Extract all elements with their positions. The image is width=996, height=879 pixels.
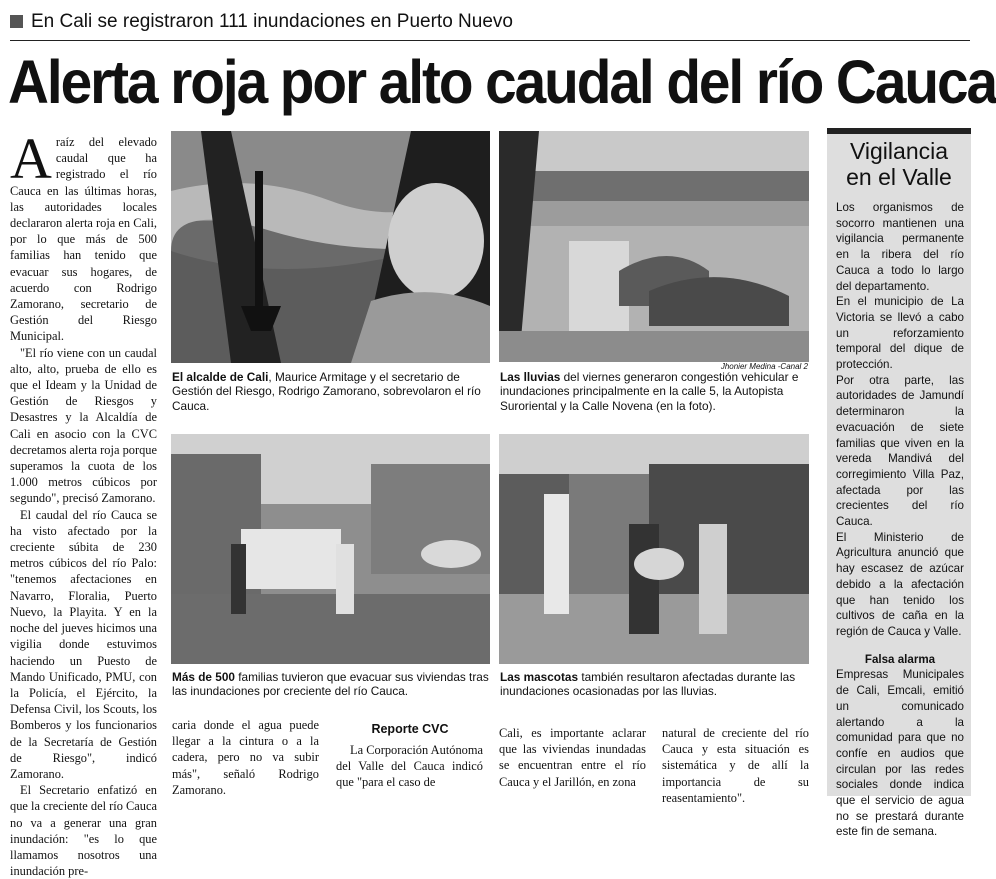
kicker-text: En Cali se registraron 111 inundaciones en Puerto Nuevo	[31, 11, 513, 32]
kicker-square-icon	[10, 15, 23, 28]
caption-text: también resultaron afectadas durante las inundaciones ocasionadas por las lluvias.	[500, 670, 796, 699]
sidebar-paragraph: Empresas Municipales de Cali, Emcali, emitió un comunicado alertando a la comunidad para que no confíe en audios que circulan por las redes sociales donde indica que el servicio de agua no se prestará durante este fin de semana.	[836, 668, 964, 839]
subhead-reporte-cvc: Reporte CVC	[371, 722, 449, 736]
sidebar-paragraph: En el municipio de La Victoria se llevó a cabo un reforzamiento temporal del dique de protección.	[836, 295, 964, 372]
sidebar-title	[827, 138, 971, 190]
caption-photo-4	[500, 670, 808, 699]
caption-text: del viernes generaron congestión vehicular e inundaciones principalmente en la calle 5, la Autopista Suroriental y la Calle Novena (en la foto).	[500, 370, 799, 413]
article-column-2: caria donde el agua puede llegar a la cintura o a la cadera, pero no va subir más", señaló Rodrigo Zamorano.	[172, 718, 319, 797]
photo-helicopter-flyover	[171, 131, 490, 363]
sidebar-body	[836, 200, 964, 840]
article-paragraph: El caudal del río Cauca se ha visto afectado por la creciente súbita de 230 metros cúbicos del río Palo: "tenemos afectaciones en Navarro, Floralia, Puerto Nuevo, la Playita. Y en la noche del jueves hicimos una vigilia donde estuvimos haciendo un Puesto de Mando Unificado, PMU, con la Policía, el Ejército, la Defensa Civil, los Scouts, los Bomberos y los funcionarios de la Secretaría de Gestión de Riesgo", indicó Zamorano.	[10, 507, 157, 781]
caption-text: familias tuvieron que evacuar sus viviendas tras las inundaciones por creciente del río Cauca.	[172, 670, 489, 699]
kicker-rule	[10, 40, 970, 41]
article-paragraph: "El río viene con un caudal alto, alto, prueba de ello es que el Ideam y la Unidad de Gestión de Riesgos y Desastres y la Alcaldía de Cali en asocio con la CVC decretamos alerta roja porque superamos la cuota de los 1.000 metros cúbicos por segundo", precisó Zamorano.	[10, 345, 157, 506]
photo-families-evacuating	[171, 434, 490, 664]
sidebar-paragraph: Los organismos de socorro mantienen una vigilancia permanente en la ribera del río Cauca a todo lo largo del departamento.	[836, 201, 964, 293]
article-column-5: natural de creciente del río Cauca y esta situación es sistemática y de allí la importancia de su reasentamiento".	[662, 726, 809, 805]
caption-photo-1	[172, 370, 490, 413]
caption-photo-2	[500, 370, 808, 413]
article-column-4: Cali, es importante aclarar que las viviendas inundadas se encuentran entre el río Cauca y el Jarillón, en zona	[499, 726, 646, 789]
photo-flooded-street	[499, 131, 809, 362]
sidebar-paragraph: El Ministerio de Agricultura anunció que hay escasez de azúcar debido a la afectación que han tenido los cultivos de caña en la región de Cauca y Valle.	[836, 530, 964, 638]
caption-lead: Más de 500	[172, 670, 235, 684]
article-paragraph: raíz del elevado caudal que ha registrado el río Cauca en las últimas horas, las autoridades locales declararon alerta roja en Cali, por lo que más de 500 familias han tenido que evacuar sus hogares, de acuerdo con Rodrigo Zamorano, secretario de Gestión del Riesgo Municipal.	[10, 135, 157, 344]
headline: Alerta roja por alto caudal del río Cauca	[8, 48, 996, 116]
sidebar-title-line: Vigilancia	[849, 138, 949, 164]
sidebar-subhead: Falsa alarma	[864, 652, 936, 666]
kicker	[10, 8, 970, 36]
article-column-3: La Corporación Autónoma del Valle del Cauca indicó que "para el caso de	[336, 743, 483, 790]
drop-cap: A	[10, 126, 52, 191]
caption-lead: Las mascotas	[500, 670, 579, 684]
caption-text: , Maurice Armitage y el secretario de Gestión del Riesgo, Rodrigo Zamorano, sobrevolaron el río Cauca.	[172, 370, 481, 413]
sidebar-rule	[827, 128, 971, 134]
photo-pets-rescued	[499, 434, 809, 664]
article-column-1	[10, 126, 157, 879]
article-paragraph: El Secretario enfatizó en que la creciente del río Cauca no va a generar una gran inundación: "es lo que llamamos nosotros una inundación pre-	[10, 783, 157, 879]
caption-lead: El alcalde de Cali	[172, 370, 269, 384]
caption-photo-3	[172, 670, 490, 699]
caption-lead: Las lluvias	[500, 370, 561, 384]
photo-credit: Jhonier Medina -Canal 2	[720, 362, 808, 371]
sidebar-title-line: en el Valle	[846, 164, 952, 190]
sidebar-vigilancia	[827, 128, 971, 839]
sidebar-paragraph: Por otra parte, las autoridades de Jamundí determinaron la evacuación de siete familias que viven en la vereda Mandivá del corregimiento Villa Paz, afectada por las crecientes del río Cauca.	[836, 373, 964, 529]
